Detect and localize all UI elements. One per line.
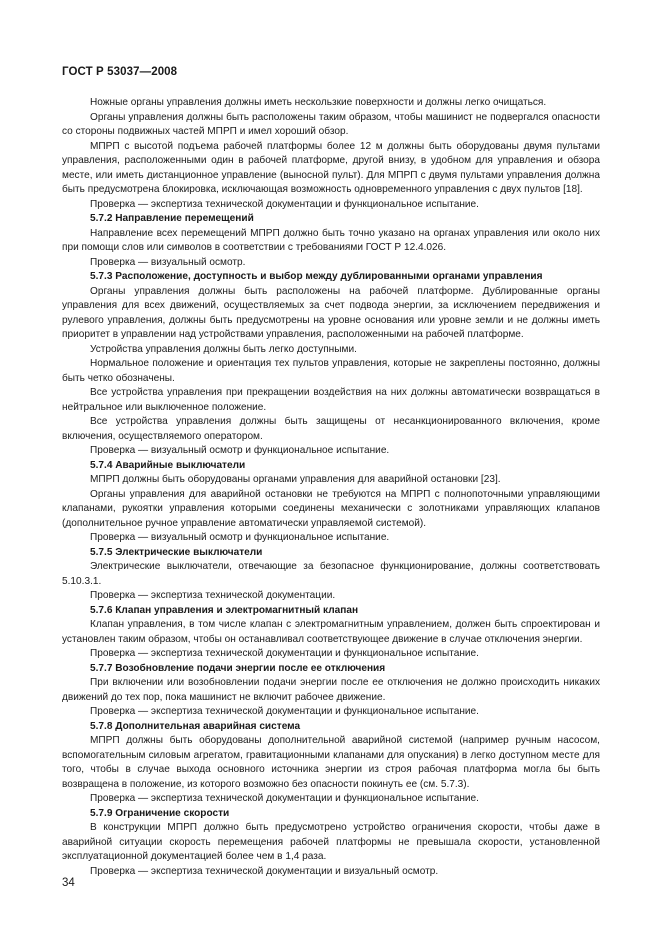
paragraph: В конструкции МПРП должно быть предусмотрено устройство ограничения скорости, чтобы даже в аварийной ситуации скорость перемещения рабочей платформы не превышала скорости, установленной эксплуатационной документацией более чем в 1,4 раза. [62, 822, 600, 862]
paragraph: Проверка — визуальный осмотр и функциональное испытание. [90, 445, 390, 456]
paragraph: Органы управления для аварийной остановки не требуются на МПРП с полнопоточными управляющими клапанами, рукоятки управления которыми соединены механически с золотниками управляющих клапанов (дополнительное ручное управление автоматически управляемой системой). [62, 488, 600, 529]
paragraph: Нормальное положение и ориентация тех пультов управления, которые не закреплены постоянно, должны быть четко обозначены. [62, 358, 600, 384]
paragraph: Проверка — экспертиза технической документации и функциональное испытание. [90, 198, 479, 210]
document-body [62, 96, 600, 879]
section-heading: 5.7.2 Направление перемещений [90, 213, 254, 224]
paragraph: МПРП должны быть оборудованы органами управления для аварийной остановки [23]. [90, 474, 501, 485]
section-heading: 5.7.5 Электрические выключатели [90, 546, 263, 558]
paragraph: Органы управления должны быть расположены таким образом, чтобы машинист не подвергался опасности со стороны подвижных частей МПРП и имел хороший обзор. [62, 111, 600, 137]
paragraph: Проверка — экспертиза технической документации. [90, 590, 336, 601]
paragraph: Проверка — визуальный осмотр и функциональное испытание. [90, 532, 390, 543]
paragraph: Все устройства управления должны быть защищены от несанкционированного включения, кроме включения, осуществляемого оператором. [62, 416, 600, 442]
paragraph: Ножные органы управления должны иметь нескользкие поверхности и должны легко очищаться. [90, 97, 547, 108]
paragraph: Клапан управления, в том числе клапан с электромагнитным управлением, должен быть спроектирован и установлен таким образом, чтобы он останавливал соответствующее движение в случае отключения энергии. [62, 619, 600, 645]
section-heading: 5.7.9 Ограничение скорости [90, 807, 230, 819]
paragraph: Проверка — экспертиза технической документации и визуальный осмотр. [90, 865, 439, 877]
section-heading: 5.7.8 Дополнительная аварийная система [90, 720, 301, 732]
paragraph: Направление всех перемещений МПРП должно быть точно указано на органах управления или около них при помощи слов или символов в соответствии с требованиями ГОСТ Р 12.4.026. [62, 227, 600, 253]
section-heading: 5.7.4 Аварийные выключатели [90, 459, 246, 471]
page-number: 34 [62, 877, 75, 889]
paragraph: Проверка — экспертиза технической документации и функциональное испытание. [90, 793, 479, 804]
paragraph: Проверка — экспертиза технической документации и функциональное испытание. [90, 648, 479, 659]
paragraph: МПРП с высотой подъема рабочей платформы более 12 м должны быть оборудованы двумя пультами управления, расположенными один в рабочей платформе, другой внизу, в удобном для управления и обзора месте, или иметь дистанционное управление (выносной пульт). Для МПРП с двумя пультами управления должна быть предусмотрена блокировка, исключающая возможность одновременного управления с двух пультов [18]. [62, 140, 600, 195]
section-heading: 5.7.3 Расположение, доступность и выбор между дублированными органами управления [90, 271, 543, 282]
paragraph: Органы управления должны быть расположены на рабочей платформе. Дублированные органы управления для всех движений, осуществляемых за счет подвода энергии, за исключением передвижения и рулевого управления, должны быть предусмотрены на уровне основания или уровне земли и не должны иметь приоритет в управлении над устройствами управления, расположенными на рабочей платформе. [62, 285, 600, 340]
paragraph: МПРП должны быть оборудованы дополнительной аварийной системой (например ручным насосом, вспомогательным силовым агрегатом, гравитационными клапанами для опускания) в легко доступном месте для того, чтобы в случае выхода основного источника энергии из строя рабочая платформа могла бы быть возвращена в положение, из которого возможно без опасности покинуть ее (см. 5.7.3). [62, 735, 600, 790]
paragraph: Все устройства управления при прекращении воздействия на них должны автоматически возвращаться в нейтральное или выключенное положение. [62, 387, 600, 413]
document-header: ГОСТ Р 53037—2008 [62, 66, 178, 78]
paragraph: При включении или возобновлении подачи энергии после ее отключения не должно происходить никаких движений до тех пор, пока машинист не включит рабочее движение. [62, 677, 600, 703]
paragraph: Электрические выключатели, отвечающие за безопасное функционирование, должны соответствовать 5.10.3.1. [62, 561, 600, 587]
section-heading: 5.7.6 Клапан управления и электромагнитный клапан [90, 604, 359, 616]
paragraph: Проверка — визуальный осмотр. [90, 256, 246, 268]
paragraph: Устройства управления должны быть легко доступными. [90, 343, 357, 355]
paragraph: Проверка — экспертиза технической документации и функциональное испытание. [90, 706, 479, 717]
section-heading: 5.7.7 Возобновление подачи энергии после ее отключения [90, 662, 386, 674]
